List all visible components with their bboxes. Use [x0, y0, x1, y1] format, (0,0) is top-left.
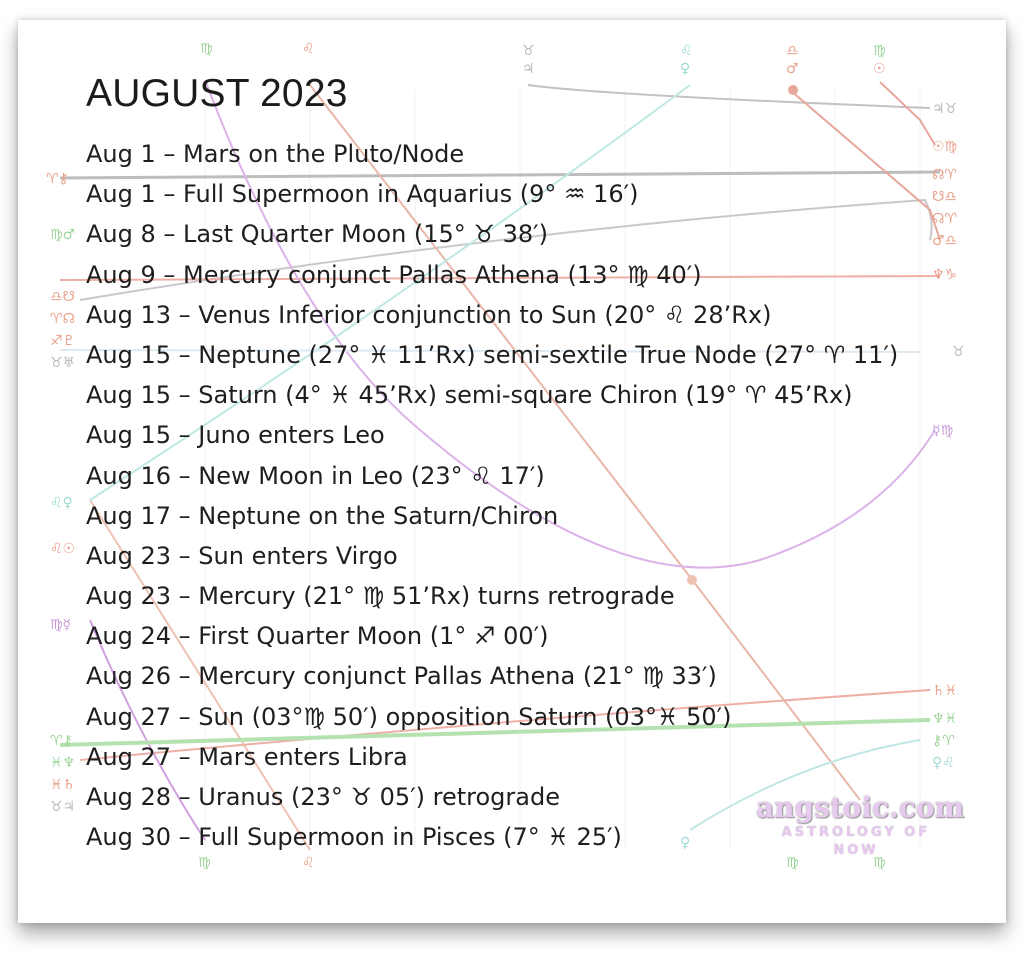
glyph-label: ♌☉	[50, 541, 76, 557]
glyph-label: ♌	[302, 855, 315, 871]
event-item: Aug 1 – Mars on the Pluto/Node	[86, 140, 465, 168]
glyph-label: ♀♌	[932, 755, 955, 771]
glyph-label: ♃	[522, 61, 535, 77]
glyph-label: ♍	[198, 855, 211, 871]
watermark-site: angstoic.com	[756, 791, 965, 824]
glyph-label: ♍♂	[50, 227, 76, 243]
glyph-label: ♈☊	[50, 311, 75, 327]
glyph-label: ☋♎	[932, 189, 957, 205]
event-item: Aug 9 – Mercury conjunct Pallas Athena (13° ♍ 40′)	[86, 260, 702, 289]
glyph-label: ♂♎	[932, 233, 958, 249]
glyph-label: ♓♆	[50, 755, 76, 771]
event-item: Aug 28 – Uranus (23° ♉ 05′) retrograde	[86, 783, 560, 811]
glyph-label: ♀	[680, 835, 691, 851]
graph-node	[788, 85, 798, 95]
graph-line-gray	[528, 85, 930, 108]
event-list	[86, 134, 898, 857]
glyph-label: ♎☋	[50, 289, 75, 305]
glyph-label: ♄♓	[932, 683, 958, 699]
watermark	[756, 791, 965, 860]
glyph-label: ☊♈	[932, 211, 957, 227]
glyph-label: ☿♍	[932, 423, 954, 439]
event-item: Aug 27 – Sun (03°♍ 50′) opposition Saturn (03°♓ 50′)	[86, 702, 732, 731]
glyph-label: ♆♑	[932, 267, 958, 283]
glyph-label: ☉	[873, 61, 886, 77]
glyph-label: ♎	[786, 43, 799, 59]
event-item: Aug 24 – First Quarter Moon (1° ♐ 00′)	[86, 622, 549, 651]
glyph-label: ♍	[873, 855, 886, 871]
event-item: Aug 15 – Neptune (27° ♓ 11’Rx) semi-sextile True Node (27° ♈ 11′)	[86, 340, 899, 369]
watermark-tagline: ASTROLOGY OF NOW	[781, 825, 931, 858]
glyph-label: ♌	[302, 41, 315, 57]
glyph-label: ♌	[680, 43, 693, 59]
event-item: Aug 23 – Sun enters Virgo	[86, 541, 398, 570]
glyph-label: ♀	[680, 61, 691, 77]
glyph-label: ♓♄	[50, 777, 76, 793]
page-title: AUGUST 2023	[86, 72, 348, 115]
event-item: Aug 15 – Saturn (4° ♓ 45’Rx) semi-square Chiron (19° ♈ 45’Rx)	[86, 381, 853, 410]
event-item: Aug 17 – Neptune on the Saturn/Chiron	[86, 501, 559, 530]
glyph-label: ♍☿	[50, 617, 72, 633]
glyph-label: ☊♈	[932, 167, 957, 183]
glyph-label: ♉	[522, 43, 535, 59]
glyph-label: ♈⚷	[46, 171, 69, 187]
glyph-label: ♍	[200, 41, 213, 57]
glyph-label: ♈⚷	[50, 733, 73, 749]
glyph-label: ♃♉	[932, 101, 958, 117]
glyph-label: ♆♓	[932, 711, 958, 727]
event-item: Aug 1 – Full Supermoon in Aquarius (9° ♒ 16′)	[86, 180, 639, 209]
glyph-label: ♉♃	[50, 799, 76, 815]
glyph-label: ♍	[873, 43, 886, 59]
event-item: Aug 30 – Full Supermoon in Pisces (7° ♓ 25′)	[86, 823, 622, 852]
event-item: Aug 27 – Mars enters Libra	[86, 742, 408, 771]
event-item: Aug 26 – Mercury conjunct Pallas Athena (21° ♍ 33′)	[86, 662, 717, 691]
glyph-label: ♍	[786, 855, 799, 871]
glyph-label: ⚷♈	[932, 733, 955, 749]
glyph-label: ☉♍	[932, 139, 958, 155]
glyph-label: ♉♅	[50, 355, 76, 371]
event-item: Aug 16 – New Moon in Leo (23° ♌ 17′)	[86, 461, 545, 490]
glyph-label: ♉	[952, 344, 965, 360]
glyph-label: ♂	[786, 61, 799, 77]
event-item: Aug 15 – Juno enters Leo	[86, 421, 385, 450]
event-item: Aug 23 – Mercury (21° ♍ 51’Rx) turns retrograde	[86, 582, 675, 611]
glyph-label: ♐♇	[50, 333, 76, 349]
event-item: Aug 8 – Last Quarter Moon (15° ♉ 38′)	[86, 220, 548, 249]
event-item: Aug 13 – Venus Inferior conjunction to Sun (20° ♌ 28’Rx)	[86, 300, 772, 329]
glyph-label: ♌♀	[50, 495, 73, 511]
